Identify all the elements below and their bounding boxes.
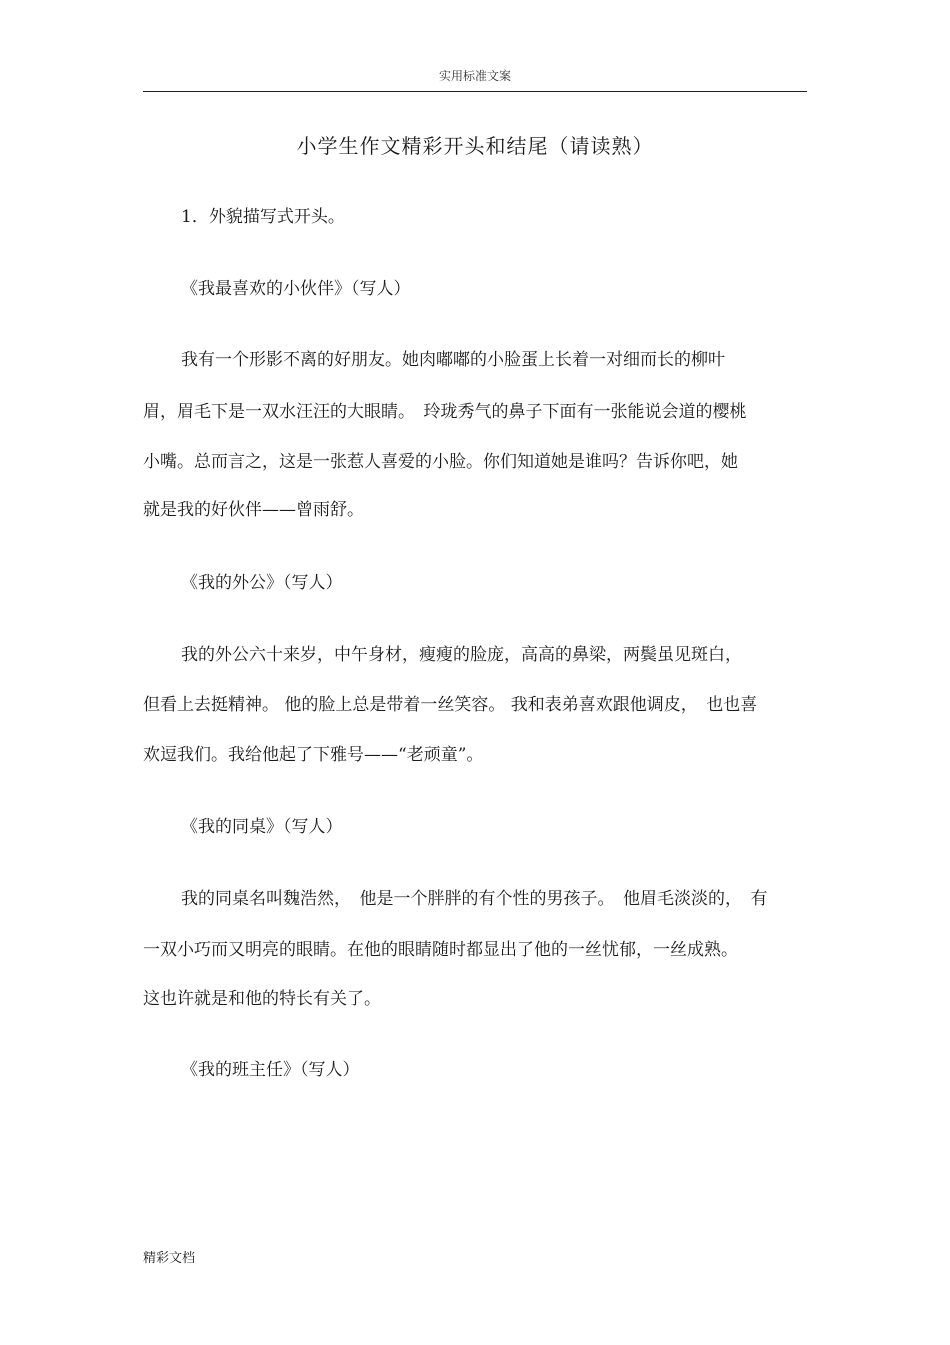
page-footer: 精彩文档 — [143, 1251, 196, 1266]
essay-3-line-1: 我的同桌名叫魏浩然， 他是一个胖胖的有个性的男孩子。 他眉毛淡淡的， 有 — [181, 889, 768, 909]
essay-1-line-2: 眉，眉毛下是一双水汪汪的大眼睛。 玲珑秀气的鼻子下面有一张能说会道的樱桃 — [143, 402, 747, 422]
essay-heading-3: 《我的同桌》（写人） — [181, 817, 343, 837]
section-heading: 1．外貌描写式开头。 — [181, 207, 345, 227]
essay-3-line-3: 这也许就是和他的特长有关了。 — [143, 989, 381, 1009]
page-header: 实用标准文案 — [438, 69, 511, 83]
essay-3-line-2: 一双小巧而又明亮的眼睛。在他的眼睛随时都显出了他的一丝忧郁，一丝成熟。 — [143, 940, 738, 960]
header-divider — [143, 91, 807, 92]
essay-heading-1: 《我最喜欢的小伙伴》（写人） — [181, 279, 411, 299]
essay-2-line-2: 但看上去挺精神。 他的脸上总是带着一丝笑容。 我和表弟喜欢跟他调皮， 也也喜 — [143, 695, 758, 715]
essay-1-line-4: 就是我的好伙伴——曾雨舒。 — [143, 500, 364, 520]
document-title: 小学生作文精彩开头和结尾（请读熟） — [296, 134, 654, 158]
essay-heading-4: 《我的班主任》（写人） — [181, 1060, 360, 1080]
essay-heading-2: 《我的外公》（写人） — [181, 573, 343, 593]
essay-1-line-3: 小嘴。总而言之，这是一张惹人喜爱的小脸。你们知道她是谁吗？告诉你吧，她 — [143, 452, 738, 472]
essay-1-line-1: 我有一个形影不离的好朋友。她肉嘟嘟的小脸蛋上长着一对细而长的柳叶 — [181, 350, 725, 370]
essay-2-line-3: 欢逗我们。我给他起了下雅号——“老顽童”。 — [143, 745, 484, 765]
essay-2-line-1: 我的外公六十来岁，中午身材，瘦瘦的脸庞，高高的鼻梁，两鬓虽见斑白， — [181, 645, 742, 665]
